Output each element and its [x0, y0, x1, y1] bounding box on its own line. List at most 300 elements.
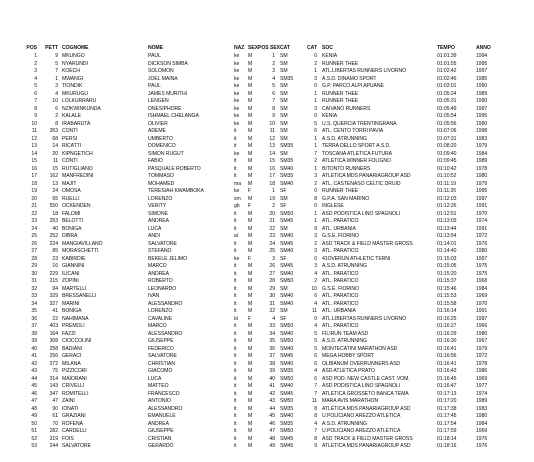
cell-tempo: 01:02:46: [437, 75, 457, 82]
cell-sex: F: [248, 315, 252, 322]
cell-tempo: 01:15:03: [437, 255, 457, 262]
cell-soc: ATL. PARATICO: [322, 278, 359, 284]
cell-nome: ALESSANDRO: [148, 300, 183, 307]
cell-pos: 49: [31, 413, 37, 419]
cell-pos-sex: 44: [269, 405, 275, 412]
cell-cat: SM: [280, 60, 288, 67]
cell-cat-pos: 2: [314, 60, 317, 67]
cell-pett: 6: [55, 105, 58, 112]
header-cat-pos: CAT: [307, 45, 317, 51]
cell-sex: M: [248, 435, 253, 442]
cell-cat: SM50: [280, 375, 294, 382]
cell-pos-sex: 25: [269, 248, 275, 254]
cell-naz: al: [234, 233, 238, 239]
cell-cognome: ILICANI: [62, 270, 80, 277]
cell-cat-pos: 3: [314, 105, 317, 112]
cell-soc: G.S.E. FIORINO: [322, 285, 359, 292]
cell-tempo: 01:12:51: [437, 210, 457, 217]
cell-naz: ma: [234, 180, 241, 187]
cell-cognome: PERSI: [62, 135, 78, 142]
cell-pett: 15: [52, 165, 58, 172]
cell-anno: 1989: [476, 90, 488, 97]
cell-pos: 10: [31, 120, 37, 127]
cell-pos: 50: [31, 420, 37, 427]
cell-pos-sex: 48: [269, 435, 275, 442]
table-row: [0, 323, 534, 331]
cell-pett: 7: [55, 68, 58, 74]
cell-nome: TERESIAH KWAMBOKA: [148, 188, 204, 194]
cell-cognome: MORASCHETTI: [62, 248, 99, 254]
cell-pos-sex: 26: [269, 263, 275, 269]
cell-cat-pos: 9: [314, 443, 317, 449]
cell-tempo: 01:15:46: [437, 285, 457, 292]
cell-anno: 1990: [476, 120, 488, 127]
cell-tempo: 01:16:29: [437, 330, 457, 337]
cell-sex: M: [248, 218, 253, 224]
cell-naz: it: [234, 300, 237, 307]
cell-cognome: ZAINI: [62, 398, 75, 404]
cell-anno: 1969: [476, 293, 488, 299]
cell-pett: 90: [52, 405, 58, 412]
cell-cat-pos: 5: [314, 120, 317, 127]
cell-nome: ALESSANDRO: [148, 330, 183, 337]
cell-cat-pos: 8: [314, 405, 317, 412]
cell-naz: it: [234, 218, 237, 224]
cell-sex: M: [248, 225, 253, 232]
cell-cat: SM: [280, 285, 288, 292]
cell-cat-pos: 9: [314, 225, 317, 232]
cell-pett: 162: [49, 173, 58, 179]
cell-nome: GIACOMO: [148, 368, 173, 374]
cell-cat-pos: 1: [314, 165, 317, 172]
cell-pos: 16: [31, 165, 37, 172]
cell-cat: SM50: [280, 398, 294, 404]
table-row: [0, 256, 534, 264]
cell-cognome: SALVATORE: [62, 443, 91, 449]
table-row: [0, 218, 534, 226]
cell-nome: JOEL MAINA: [148, 75, 178, 82]
cell-cognome: CARDELLI: [62, 428, 87, 434]
cell-sex: M: [248, 263, 253, 269]
table-row: [0, 181, 534, 189]
cell-cat: SM35: [280, 405, 294, 412]
cell-nome: PASQUALE ROBERTO: [148, 165, 201, 172]
cell-pett: 13: [52, 180, 58, 187]
cell-sex: M: [248, 375, 253, 382]
cell-naz: ke: [234, 68, 240, 74]
cell-pos-sex: 21: [269, 218, 275, 224]
cell-cat: SM45: [280, 435, 294, 442]
table-row: [0, 331, 534, 339]
cell-pett: 256: [49, 353, 58, 359]
cell-pett: 18: [52, 210, 58, 217]
cell-cognome: BADIANI: [62, 345, 83, 352]
table-row: [0, 248, 534, 256]
cell-pos-sex: 45: [269, 413, 275, 419]
cell-pos-sex: 3: [272, 255, 275, 262]
cell-cognome: KALALE: [62, 113, 81, 119]
cell-pett: 47: [52, 398, 58, 404]
cell-nome: GERARDO: [148, 443, 174, 449]
cell-anno: 1983: [476, 135, 488, 142]
cell-pos: 6: [34, 90, 37, 97]
cell-naz: it: [234, 263, 237, 269]
cell-nome: CAVALINE: [148, 315, 173, 322]
cell-naz: it: [234, 225, 237, 232]
cell-tempo: 01:17:59: [437, 428, 457, 434]
table-row: [0, 211, 534, 219]
table-row: [0, 301, 534, 309]
cell-cognome: ZOPINI: [62, 278, 79, 284]
cell-anno: 1985: [476, 75, 488, 82]
cell-naz: it: [234, 165, 237, 172]
cell-naz: sm: [234, 195, 241, 202]
cell-anno: 1972: [476, 353, 488, 359]
cell-cat-pos: 7: [314, 428, 317, 434]
cell-anno: 1995: [476, 188, 488, 194]
cell-cat-pos: 3: [314, 263, 317, 269]
cell-pett: 5: [55, 60, 58, 67]
cell-nome: SIMON RUGUT: [148, 150, 184, 157]
cell-naz: it: [234, 210, 237, 217]
cell-pos: 28: [31, 255, 37, 262]
cell-nome: ANDREA: [148, 420, 169, 427]
cell-cat: SM40: [280, 165, 294, 172]
table-row: [0, 98, 534, 106]
table-row: [0, 353, 534, 361]
table-row: [0, 76, 534, 84]
cell-pett: 68: [52, 135, 58, 142]
cell-naz: it: [234, 128, 237, 134]
cell-anno: 1978: [476, 165, 488, 172]
cell-soc: MARA AVIS MARATHON: [322, 398, 379, 404]
cell-pos: 20: [31, 195, 37, 202]
cell-pos: 7: [34, 98, 37, 104]
table-row: [0, 383, 534, 391]
cell-nome: LORENZO: [148, 308, 173, 314]
cell-pos-sex: 34: [269, 330, 275, 337]
cell-anno: 1967: [476, 338, 488, 344]
cell-nome: CRISTIAN: [148, 435, 172, 442]
cell-nome: MARCO: [148, 263, 167, 269]
cell-pos-sex: 14: [269, 150, 275, 157]
cell-anno: 1997: [476, 105, 488, 112]
cell-pos-sex: 1: [272, 188, 275, 194]
cell-soc: RUNNER THEE: [322, 90, 359, 97]
cell-anno: 1998: [476, 128, 488, 134]
cell-tempo: 01:07:06: [437, 128, 457, 134]
cell-naz: it: [234, 360, 237, 367]
cell-soc: MONTECATINI MARATHON ASD: [322, 345, 398, 352]
cell-nome: SALVATORE: [148, 353, 177, 359]
cell-pos: 17: [31, 173, 37, 179]
table-row: [0, 106, 534, 114]
cell-soc: ATL. CASTENASO CELTIC DRUID: [322, 180, 401, 187]
cell-cat-pos: 0: [314, 83, 317, 89]
cell-soc: A.S.D. ATRUNNING: [322, 263, 367, 269]
cell-soc: A.S.D. ATRUNNING: [322, 420, 367, 427]
cell-tempo: 01:11:26: [437, 188, 457, 194]
cell-soc: TERRA DELLO SPORT A.S.D.: [322, 143, 391, 149]
cell-sex: M: [248, 158, 253, 164]
table-row: [0, 413, 534, 421]
cell-pos: 34: [31, 300, 37, 307]
cell-pos: 35: [31, 308, 37, 314]
cell-nome: SIMONE: [148, 210, 168, 217]
cell-anno: 1997: [476, 195, 488, 202]
cell-pos-sex: 32: [269, 308, 275, 314]
cell-soc: ASD PODISTICA LINO SPAGNOLI: [322, 210, 401, 217]
cell-pett: 252: [49, 233, 58, 239]
cell-pos-sex: 2: [272, 60, 275, 67]
cell-sex: M: [248, 278, 253, 284]
cell-cognome: NYARUNDI: [62, 60, 88, 67]
cell-cat: SM: [280, 120, 288, 127]
cell-cat-pos: 3: [314, 248, 317, 254]
cell-soc: ASD TRACK & FIELD MASTER GROSS: [322, 435, 413, 442]
cell-pos: 15: [31, 158, 37, 164]
cell-nome: TOMMASO: [148, 173, 174, 179]
cell-sex: M: [248, 330, 253, 337]
cell-tempo: 01:05:56: [437, 120, 457, 127]
cell-cat: SM50: [280, 278, 294, 284]
cell-pos-sex: 28: [269, 278, 275, 284]
cell-naz: it: [234, 413, 237, 419]
cell-naz: ke: [234, 150, 240, 157]
cell-cat: SF: [280, 255, 287, 262]
cell-pos: 4: [34, 75, 37, 82]
cell-cat-pos: 1: [314, 98, 317, 104]
cell-cognome: MARINI: [62, 300, 80, 307]
cell-pos: 12: [31, 135, 37, 142]
cell-sex: M: [248, 195, 253, 202]
cell-pos-sex: 41: [269, 383, 275, 389]
cell-anno: 1972: [476, 233, 488, 239]
table-row: [0, 166, 534, 174]
cell-nome: FRANCESCO: [148, 390, 180, 397]
cell-cat: SM35: [280, 158, 294, 164]
cell-pos: 33: [31, 293, 37, 299]
cell-pos-sex: 22: [269, 225, 275, 232]
cell-anno: 1968: [476, 278, 488, 284]
cell-pett: 40: [52, 225, 58, 232]
cell-soc: INGLESE: [322, 203, 344, 209]
cell-pett: 224: [49, 240, 58, 247]
cell-anno: 1975: [476, 263, 488, 269]
cell-pett: 229: [49, 270, 58, 277]
cell-cat: SF: [280, 188, 287, 194]
cell-pos-sex: 8: [272, 105, 275, 112]
cell-anno: 1970: [476, 210, 488, 217]
cell-soc: ASD PODISTICA LINO SPAGNOLI: [322, 383, 401, 389]
cell-cat-pos: 4: [314, 368, 317, 374]
cell-cognome: BELOTTI: [62, 218, 83, 224]
cell-pos: 29: [31, 263, 37, 269]
cell-naz: it: [234, 240, 237, 247]
cell-cat-pos: 8: [314, 195, 317, 202]
cell-pos-sex: 9: [272, 113, 275, 119]
cell-pos-sex: 23: [269, 233, 275, 239]
cell-soc: ATL.LIBERTAS RUNNERS LIVORNO: [322, 68, 407, 74]
cell-sex: M: [248, 390, 253, 397]
cell-soc: G.S.E. FIORINO: [322, 233, 359, 239]
cell-pett: 16: [52, 263, 58, 269]
cell-pett: 3: [55, 83, 58, 89]
header-tempo: TEMPO: [437, 45, 455, 51]
cell-tempo: 01:14:01: [437, 240, 457, 247]
cell-cat: SM: [280, 128, 288, 134]
cell-soc: ATL. CENTO TORRI PAVIA: [322, 128, 384, 134]
cell-cognome: FALOMI: [62, 210, 81, 217]
cell-tempo: 01:16:45: [437, 375, 457, 382]
cell-pett: 372: [49, 360, 58, 367]
cell-nome: FEDERICO: [148, 345, 174, 352]
cell-nome: ANDREA: [148, 270, 169, 277]
cell-pos: 2: [34, 60, 37, 67]
cell-pett: 215: [49, 278, 58, 284]
cell-soc: U.POLICIANO AREZZO ATLETICA: [322, 428, 401, 434]
cell-cat: SM: [280, 90, 288, 97]
cell-cognome: MARTELLI: [62, 285, 87, 292]
cell-cat: SM40: [280, 330, 294, 337]
cell-anno: 1997: [476, 68, 488, 74]
cell-soc: FILIRUN TEAM ASD: [322, 330, 369, 337]
cell-sex: M: [248, 180, 253, 187]
cell-soc: ASD ATLETICA PRATO: [322, 368, 375, 374]
cell-sex: M: [248, 75, 253, 82]
cell-tempo: 01:15:37: [437, 278, 457, 284]
cell-naz: it: [234, 368, 237, 374]
table-row: [0, 158, 534, 166]
cell-cognome: KIPNGETICH: [62, 150, 93, 157]
cell-tempo: 01:16:30: [437, 338, 457, 344]
cell-cat: SM35: [280, 75, 294, 82]
cell-cat: SM40: [280, 360, 294, 367]
cell-cat: SM45: [280, 443, 294, 449]
cell-cat-pos: 1: [314, 68, 317, 74]
cell-anno: 1978: [476, 360, 488, 367]
table-row: [0, 173, 534, 181]
cell-pett: 14: [52, 143, 58, 149]
cell-nome: MATTEO: [148, 383, 169, 389]
cell-pos-sex: 35: [269, 338, 275, 344]
cell-tempo: 01:12:03: [437, 195, 457, 202]
cell-naz: it: [234, 248, 237, 254]
cell-cognome: MILANA: [62, 360, 81, 367]
cell-naz: it: [234, 278, 237, 284]
cell-tempo: 01:05:24: [437, 90, 457, 97]
cell-pett: 85: [52, 248, 58, 254]
cell-sex: M: [248, 383, 253, 389]
cell-pett: 9: [55, 53, 58, 59]
cell-pett: 2: [55, 113, 58, 119]
cell-tempo: 01:15:58: [437, 300, 457, 307]
cell-pett: 75: [52, 368, 58, 374]
cell-pos: 3: [34, 68, 37, 74]
table-row: [0, 203, 534, 211]
table-row: [0, 278, 534, 286]
cell-pos: 40: [31, 345, 37, 352]
cell-nome: ANDREA: [148, 218, 169, 224]
cell-anno: 1995: [476, 113, 488, 119]
cell-pos-sex: 46: [269, 420, 275, 427]
cell-sex: M: [248, 105, 253, 112]
cell-cat: SM35: [280, 143, 294, 149]
cell-nome: CHRISTIAN: [148, 360, 176, 367]
cell-cat: SM50: [280, 210, 294, 217]
cell-tempo: 01:13:44: [437, 225, 457, 232]
cell-nome: PAUL: [148, 83, 161, 89]
cell-tempo: 01:08:20: [437, 143, 457, 149]
cell-anno: 1979: [476, 180, 488, 187]
cell-soc: ATL.LIBERTAS RUNNERS LIVORNO: [322, 315, 407, 322]
cell-sex: M: [248, 428, 253, 434]
cell-cat: SM: [280, 135, 288, 142]
cell-tempo: 01:18:14: [437, 435, 457, 442]
cell-pos-sex: 39: [269, 368, 275, 374]
cell-soc: A.S.D. DINAMO SPORT: [322, 75, 377, 82]
cell-cat-pos: 2: [314, 180, 317, 187]
cell-cognome: TIONDIK: [62, 83, 83, 89]
cell-sex: F: [248, 203, 252, 209]
cell-cat-pos: 0: [314, 113, 317, 119]
cell-tempo: 01:15:20: [437, 270, 457, 277]
cell-cat: SM35: [280, 173, 294, 179]
cell-naz: it: [234, 405, 237, 412]
cell-cat-pos: 1: [314, 210, 317, 217]
cell-pos-sex: 2: [272, 203, 275, 209]
cell-pos: 8: [34, 105, 37, 112]
cell-cognome: NZIKWINKUNDA: [62, 105, 101, 112]
cell-naz: it: [234, 308, 237, 314]
cell-cat-pos: 7: [314, 383, 317, 389]
header-cat: CAT: [280, 45, 290, 51]
cell-tempo: 01:17:54: [437, 420, 457, 427]
cell-cat: SM40: [280, 270, 294, 277]
cell-cat: SM: [280, 53, 288, 59]
cell-anno: 1970: [476, 300, 488, 307]
cell-pos-sex: 36: [269, 345, 275, 352]
cell-naz: gb: [234, 203, 240, 209]
cell-nome: BEKELE JELIMO: [148, 255, 187, 262]
cell-sex: M: [248, 323, 253, 329]
cell-pett: 319: [49, 435, 58, 442]
cell-cat: SM: [280, 68, 288, 74]
cell-cat-pos: 11: [311, 308, 317, 314]
cell-cat-pos: 5: [314, 330, 317, 337]
table-row: [0, 226, 534, 234]
cell-pos-sex: 17: [269, 173, 275, 179]
cell-soc: ATLETICA GROSSETO BANCA TEMA: [322, 390, 409, 397]
cell-soc: ATL. PARATICO: [322, 300, 359, 307]
cell-sex: M: [248, 173, 253, 179]
cell-pett: 329: [49, 293, 58, 299]
cell-pos-sex: 38: [269, 360, 275, 367]
cell-pos: 23: [31, 218, 37, 224]
cell-sex: M: [248, 300, 253, 307]
cell-cognome: MWANGI: [62, 75, 84, 82]
cell-pos-sex: 12: [269, 135, 275, 142]
cell-cognome: RUTIGLIANO: [62, 165, 93, 172]
cell-cognome: BONIGA: [62, 308, 82, 314]
table-row: [0, 53, 534, 61]
table-row: [0, 338, 534, 346]
cell-soc: ATL. URBANIA: [322, 225, 356, 232]
cell-cat-pos: 2: [314, 278, 317, 284]
cell-anno: 1990: [476, 98, 488, 104]
cell-sex: M: [248, 270, 253, 277]
cell-naz: ke: [234, 255, 240, 262]
